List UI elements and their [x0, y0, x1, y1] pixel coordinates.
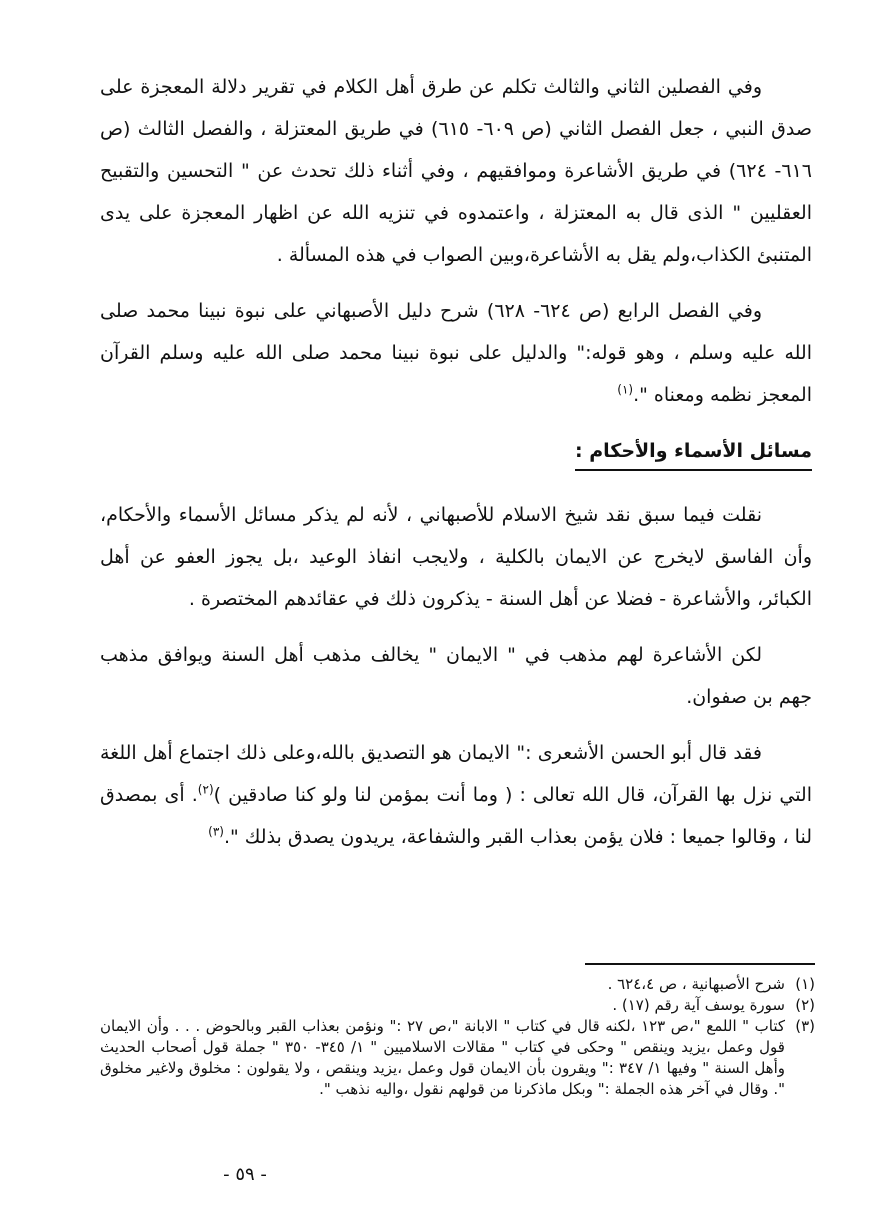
footnote-number: (١) — [795, 975, 815, 993]
footnote-marker-2: (٢) — [197, 782, 214, 797]
footnote-separator — [585, 963, 815, 965]
footnote-marker-1: (١) — [617, 382, 634, 397]
paragraph-chapters-2-3 — [100, 66, 812, 276]
page-number: - ٥٩ - — [223, 1164, 267, 1185]
footnote-3 — [100, 1016, 815, 1100]
footnote-text: سورة يوسف آية رقم (١٧) . — [612, 996, 785, 1014]
footnote-1 — [100, 974, 815, 995]
footnote-text: شرح الأصبهانية ، ص ٦٢٤،٤ . — [607, 975, 785, 993]
footnote-2 — [100, 995, 815, 1016]
paragraph-text: فقد قال أبو الحسن الأشعرى :" الايمان هو التصديق بالله،وعلى ذلك اجتماع أهل اللغة التي نزل بها القرآن، قال الله تعالى : ( وما أنت بمؤمن لنا ولو كنا صادقين ) — [100, 742, 812, 806]
paragraph-ashari-iman — [100, 634, 812, 718]
paragraph-names-rulings — [100, 494, 812, 620]
footnote-marker-3: (٣) — [208, 824, 224, 839]
footnote-number: (٢) — [795, 996, 815, 1014]
section-heading-wrap — [100, 430, 812, 472]
paragraph-ashari-quote — [100, 732, 812, 858]
paragraph-text: وفي الفصلين الثاني والثالث تكلم عن طرق أهل الكلام في تقرير دلالة المعجزة على صدق النبي ، جعل الفصل الثاني (ص ٦٠٩- ٦١٥) في طريق المعتزلة ، والفصل الثالث (ص ٦١٦- ٦٢٤) في طريق الأشاعرة وموافقيهم ، وفي أثناء ذلك تحدث عن " التحسين والتقبيح العقليين " الذى قال به المعتزلة ، واعتمدوه في تنزيه الله عن اظهار المعجزة على يدى المتنبئ الكذاب،ولم يقل به الأشاعرة،وبين الصواب في هذه المسألة . — [100, 76, 812, 266]
footnote-text: كتاب " اللمع "،ص ١٢٣ ،لكنه قال في كتاب " الابانة "،ص ٢٧ :" ونؤمن بعذاب القبر وبالحوض . . . وأن الايمان قول وعمل ،يزيد وينقص " وحكى في كتاب " مقالات الاسلاميين " ١/ ٣٤٥- ٣٥٠ " جملة قول أصحاب الحديث وأهل السنة " وفيها ١/ ٣٤٧ :" ويقرون بأن الايمان قول وعمل ،يزيد وينقص ، ولا يقولون : مخلوق ولاغير مخلوق ". وقال في آخر هذه الجملة :" وبكل ماذكرنا من قولهم نقول ،واليه نذهب ". — [100, 1017, 786, 1098]
main-text — [100, 66, 812, 872]
section-heading: مسائل الأسماء والأحكام : — [575, 435, 812, 471]
footnote-number: (٣) — [795, 1017, 815, 1035]
footnotes — [100, 974, 815, 1100]
paragraph-text: . أى بمصدق لنا ، وقالوا جميعا : فلان يؤمن بعذاب القبر والشفاعة، يريدون يصدق بذلك ". — [100, 784, 812, 848]
paragraph-text: وفي الفصل الرابع (ص ٦٢٤- ٦٢٨) شرح دليل الأصبهاني على نبوة نبينا محمد صلى الله عليه وسلم ، وهو قوله:" والدليل على نبوة نبينا محمد صلى الله عليه وسلم القرآن المعجز نظمه ومعناه ". — [100, 300, 812, 406]
paragraph-chapter-4 — [100, 290, 812, 416]
paragraph-text: لكن الأشاعرة لهم مذهب في " الايمان " يخالف مذهب أهل السنة ويوافق مذهب جهم بن صفوان. — [100, 644, 812, 708]
paragraph-text: نقلت فيما سبق نقد شيخ الاسلام للأصبهاني ، لأنه لم يذكر مسائل الأسماء والأحكام، وأن الفاسق لايخرج عن الايمان بالكلية ، ولايجب انفاذ الوعيد ،بل يجوز العفو عن أهل الكبائر، والأشاعرة - فضلا عن أهل السنة - يذكرون ذلك في عقائدهم المختصرة . — [100, 504, 812, 610]
